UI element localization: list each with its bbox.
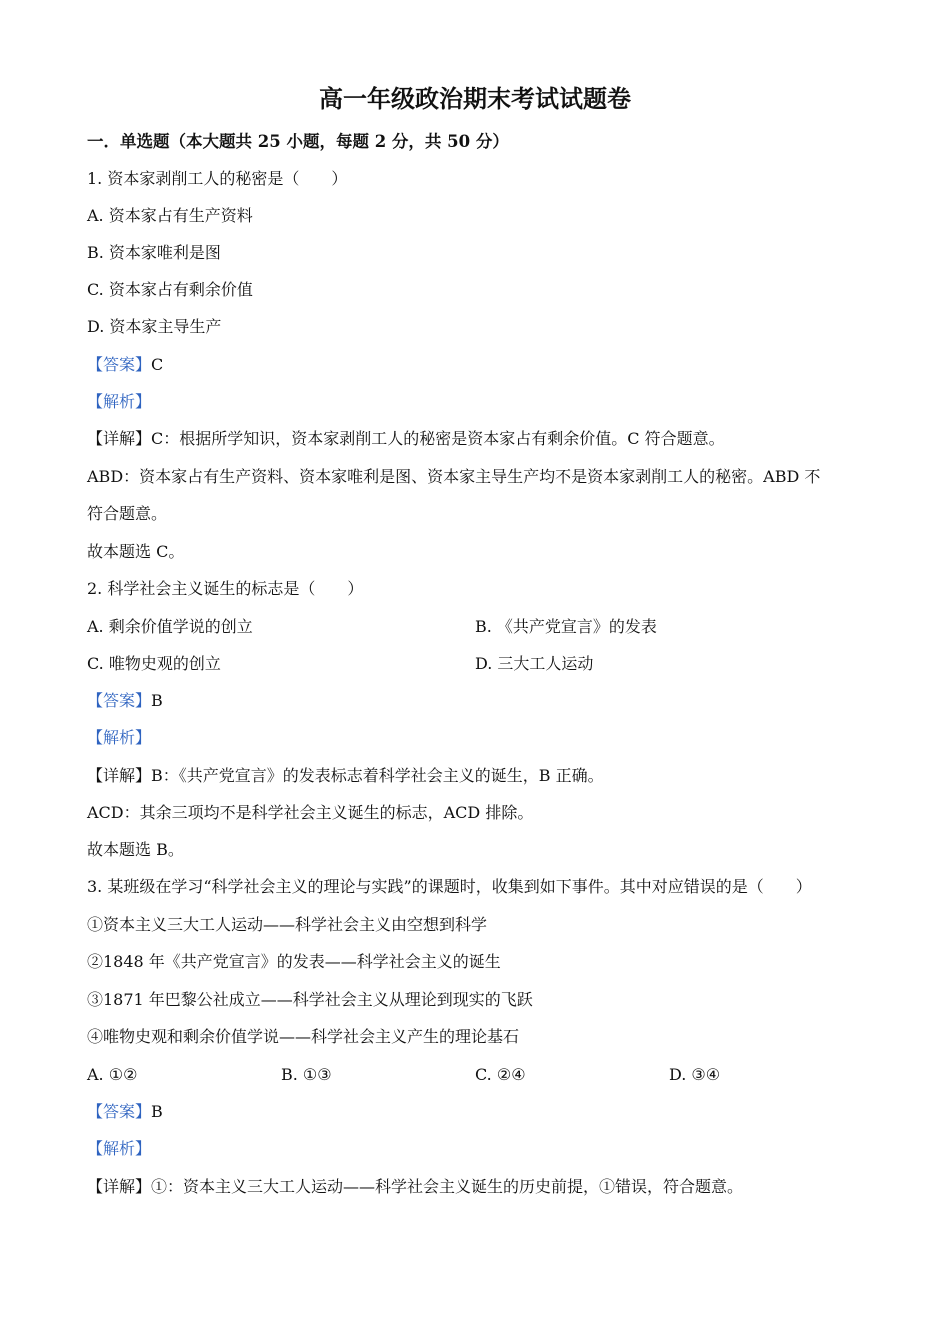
- q1-answer: [87, 354, 163, 376]
- answer-label: 【答案】: [87, 355, 152, 374]
- q3-answer: [87, 1101, 163, 1123]
- q2-detail-text: B：《共产党宣言》的发表标志着科学社会主义的诞生，B 正确。: [151, 766, 604, 785]
- q1-option-b: B. 资本家唯利是图: [87, 243, 221, 262]
- q3-option-a: A. ①②: [87, 1065, 138, 1084]
- q1-option-c: C. 资本家占有剩余价值: [87, 280, 253, 299]
- q3-detail-text: ①：资本主义三大工人运动——科学社会主义诞生的历史前提，①错误，符合题意。: [151, 1177, 744, 1196]
- q3-item-1: ①资本主义三大工人运动——科学社会主义由空想到科学: [87, 915, 488, 934]
- q3-item-3: ③1871 年巴黎公社成立——科学社会主义从理论到现实的飞跃: [87, 990, 533, 1009]
- q1-analysis-label: 【解析】: [87, 392, 152, 411]
- q1-note-line2: 符合题意。: [87, 504, 168, 523]
- q1-option-d: D. 资本家主导生产: [87, 317, 222, 336]
- q3-item-4: ④唯物史观和剩余价值学说——科学社会主义产生的理论基石: [87, 1027, 520, 1046]
- q3-analysis-label: 【解析】: [87, 1139, 152, 1158]
- q3-option-d: D. ③④: [669, 1065, 721, 1084]
- page-title: 高一年级政治期末考试试题卷: [319, 84, 631, 113]
- q2-option-c: C. 唯物史观的创立: [87, 654, 221, 673]
- q3-option-b: B. ①③: [281, 1065, 332, 1084]
- q1-stem: 1. 资本家剥削工人的秘密是（ ）: [87, 169, 348, 188]
- q3-answer-value: B: [151, 1102, 163, 1121]
- detail-label: 【详解】: [87, 429, 152, 448]
- q1-option-a: A. 资本家占有生产资料: [87, 206, 253, 225]
- answer-label: 【答案】: [87, 1102, 152, 1121]
- q2-option-a: A. 剩余价值学说的创立: [87, 617, 253, 636]
- q3-detail: [87, 1176, 743, 1198]
- q1-answer-value: C: [151, 355, 164, 374]
- answer-label: 【答案】: [87, 691, 152, 710]
- q2-note-line1: ACD：其余三项均不是科学社会主义诞生的标志，ACD 排除。: [87, 803, 534, 822]
- q2-option-d: D. 三大工人运动: [475, 654, 594, 673]
- q2-answer: [87, 690, 163, 712]
- detail-label: 【详解】: [87, 1177, 152, 1196]
- q1-conclusion: 故本题选 C。: [87, 542, 185, 561]
- section-heading: 一．单选题（本大题共 25 小题，每题 2 分，共 50 分）: [87, 132, 509, 151]
- q1-detail: [87, 428, 725, 450]
- q3-stem: 3. 某班级在学习“科学社会主义的理论与实践”的课题时，收集到如下事件。其中对应错误的是（ ）: [87, 877, 812, 896]
- q2-analysis-label: 【解析】: [87, 728, 152, 747]
- q2-detail: [87, 765, 604, 787]
- detail-label: 【详解】: [87, 766, 152, 785]
- q3-option-c: C. ②④: [475, 1065, 526, 1084]
- q3-item-2: ②1848 年《共产党宣言》的发表——科学社会主义的诞生: [87, 952, 501, 971]
- q2-option-b: B. 《共产党宣言》的发表: [475, 617, 657, 636]
- q1-note-line1: ABD：资本家占有生产资料、资本家唯利是图、资本家主导生产均不是资本家剥削工人的秘密。ABD 不: [87, 467, 821, 486]
- q2-conclusion: 故本题选 B。: [87, 840, 184, 859]
- q1-detail-text: C：根据所学知识，资本家剥削工人的秘密是资本家占有剩余价值。C 符合题意。: [151, 429, 725, 448]
- q2-answer-value: B: [151, 691, 163, 710]
- q2-stem: 2. 科学社会主义诞生的标志是（ ）: [87, 579, 364, 598]
